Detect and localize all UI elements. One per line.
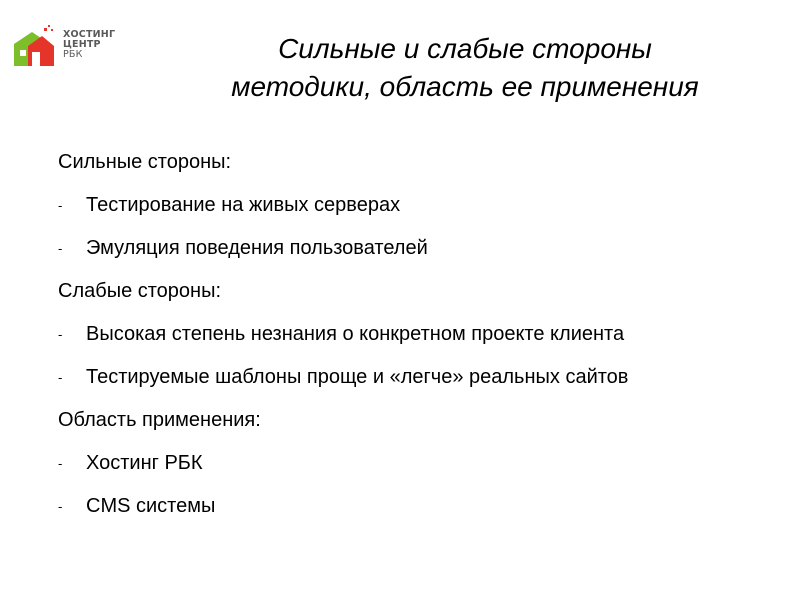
bullet-dash: - — [58, 456, 63, 471]
bullet-dash: - — [58, 327, 63, 342]
list-item-text: Хостинг РБК — [86, 452, 203, 474]
list-item-text: Эмуляция поведения пользователей — [86, 237, 428, 259]
logo-line-1: ХОСТИНГ — [63, 29, 116, 40]
weaknesses-heading: Слабые стороны: — [58, 280, 222, 302]
bullet-dash: - — [58, 370, 63, 385]
slide-title-line-1: Сильные и слабые стороны — [278, 33, 652, 64]
slide-title — [150, 30, 780, 106]
slide-title-line-2: методики, область ее применения — [231, 71, 699, 102]
applications-heading: Область применения: — [58, 409, 261, 431]
list-item-text: Тестирование на живых серверах — [86, 194, 401, 216]
list-item-text: CMS системы — [86, 495, 216, 517]
logo-line-2: ЦЕНТР — [63, 39, 101, 50]
list-item-text: Высокая степень незнания о конкретном проекте клиента — [86, 323, 625, 345]
bullet-dash: - — [58, 198, 63, 213]
bullet-dash: - — [58, 241, 63, 256]
company-logo — [10, 22, 130, 72]
house-logo-icon — [10, 22, 58, 70]
logo-line-3: РБК — [63, 49, 83, 60]
bullet-dash: - — [58, 499, 63, 514]
list-item-text: Тестируемые шаблоны проще и «легче» реальных сайтов — [86, 366, 629, 388]
strengths-heading: Сильные стороны: — [58, 151, 232, 173]
logo-wordmark — [63, 30, 115, 60]
